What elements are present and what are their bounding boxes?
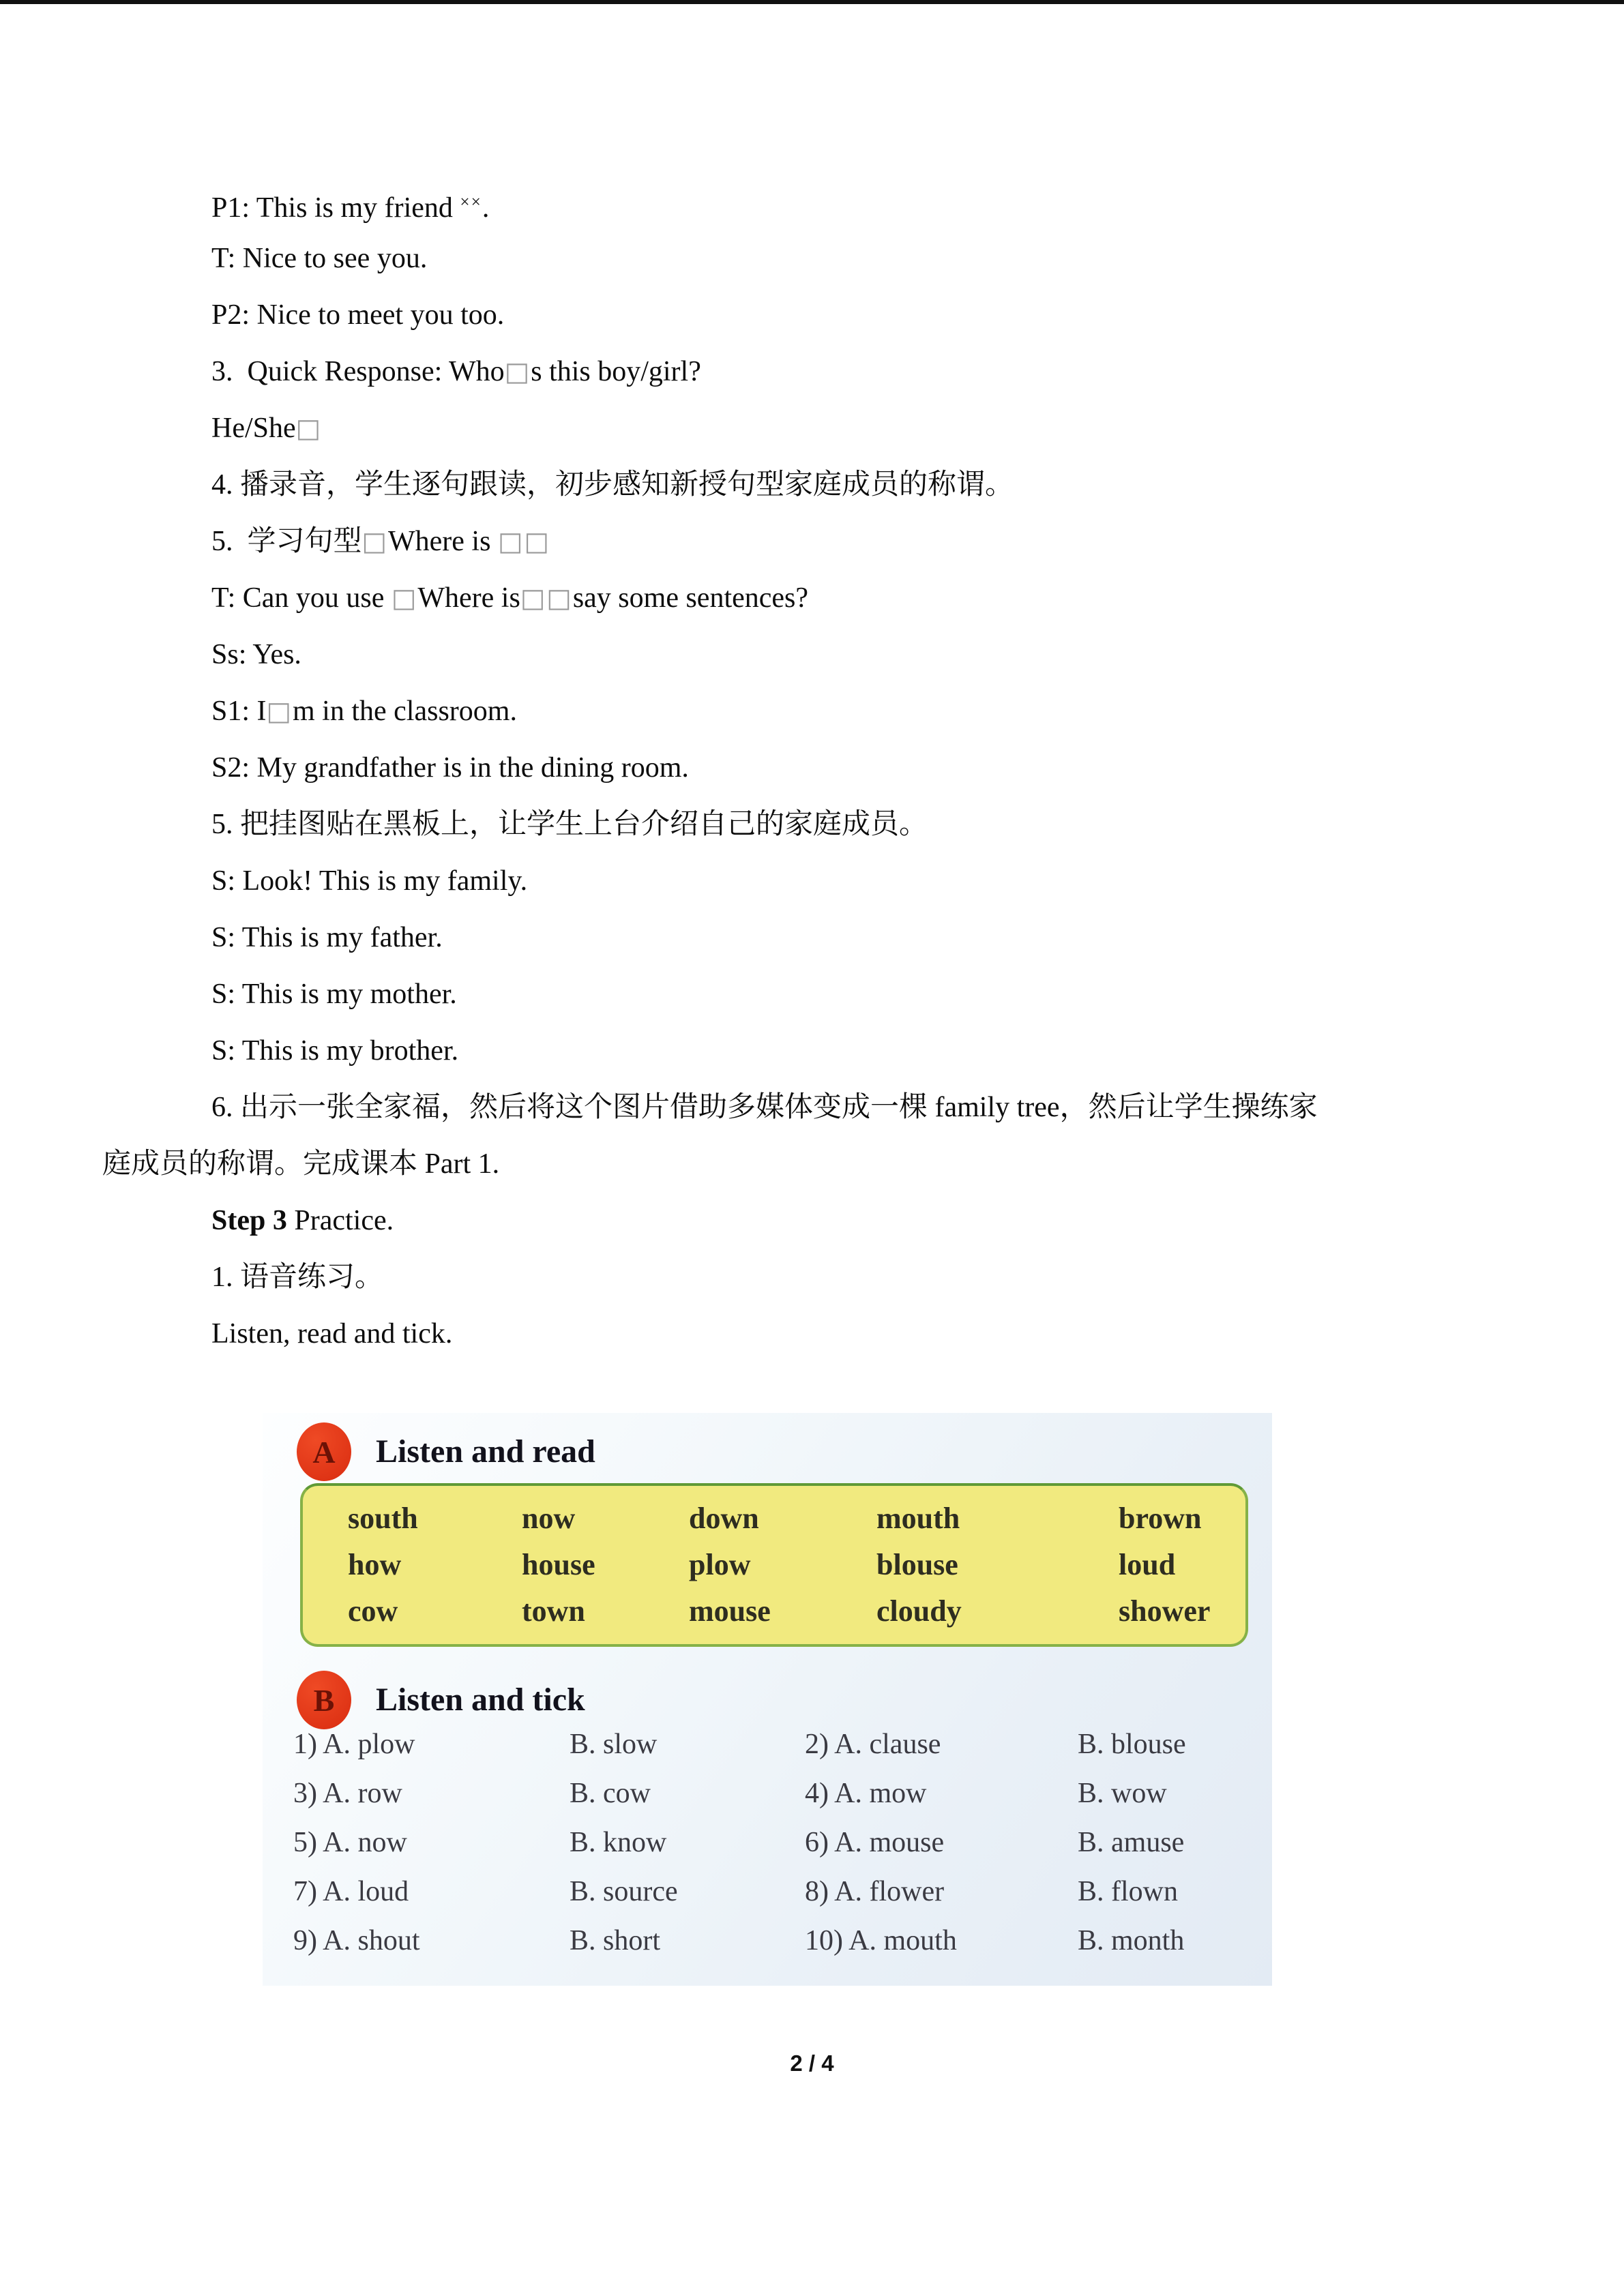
word-cell: cloudy: [876, 1594, 962, 1628]
paragraph-line: [102, 344, 1522, 400]
line-text: He/She: [211, 413, 296, 444]
word-cell: now: [522, 1502, 576, 1535]
line-text: T: Can you use: [211, 582, 392, 614]
word-cell: town: [522, 1594, 585, 1628]
word-cell: down: [689, 1502, 759, 1535]
paragraph-line: [102, 910, 1522, 966]
paragraph-line: [102, 740, 1522, 796]
line-text: Where is: [417, 582, 520, 614]
missing-glyph-box: □: [391, 583, 418, 614]
option-cell: 9) A. shout: [293, 1925, 420, 1956]
line-text: 5. 把挂图贴在黑板上，让学生上台介绍自己的家庭成员。: [211, 809, 928, 840]
option-cell: B. month: [1078, 1925, 1185, 1956]
line-text: S1: I: [211, 696, 267, 727]
line-text: S: This is my father.: [211, 922, 443, 953]
line-text: s this boy/girl?: [531, 356, 701, 387]
option-cell: B. blouse: [1078, 1729, 1186, 1760]
line-text: 5. 学习句型: [211, 526, 362, 557]
line-text: Listen, read and tick.: [211, 1318, 453, 1350]
document-content: [102, 174, 1522, 2076]
section-a-header: [297, 1422, 595, 1481]
line-text: Practice.: [286, 1205, 394, 1236]
option-cell: 2) A. clause: [805, 1729, 941, 1760]
option-cell: 1) A. plow: [293, 1729, 415, 1760]
option-cell: B. flown: [1078, 1876, 1178, 1907]
option-cell: B. know: [570, 1827, 667, 1858]
word-cell: plow: [689, 1548, 751, 1581]
option-row: [293, 1867, 1248, 1916]
line-text: Where is: [388, 526, 498, 557]
paragraph-line: [102, 174, 1522, 230]
paragraph-line: [102, 796, 1522, 853]
line-text: 3. Quick Response: Who: [211, 356, 505, 387]
textbook-scan-image: [263, 1413, 1272, 1986]
line-text: P1: This is my friend: [211, 192, 460, 224]
option-cell: B. source: [570, 1876, 678, 1907]
line-text: 1. 语音练习。: [211, 1262, 384, 1293]
paragraph-line: [102, 513, 1522, 570]
word-cell: brown: [1119, 1502, 1202, 1535]
option-cell: 5) A. now: [293, 1827, 407, 1858]
paragraph-line: [102, 287, 1522, 344]
paragraph-line: [102, 1306, 1522, 1362]
line-text: S: This is my brother.: [211, 1035, 459, 1067]
word-cell: mouth: [876, 1502, 960, 1535]
option-cell: 8) A. flower: [805, 1876, 945, 1907]
options-grid: [293, 1720, 1248, 1965]
word-row: [348, 1495, 1245, 1542]
line-text: .: [482, 192, 490, 224]
line-text: say some sentences?: [572, 582, 809, 614]
paragraph-line: [102, 627, 1522, 683]
word-cell: loud: [1119, 1548, 1176, 1581]
option-cell: 10) A. mouth: [805, 1925, 957, 1956]
option-cell: B. slow: [570, 1729, 658, 1760]
missing-glyph-box: □: [504, 357, 531, 387]
word-row: [348, 1542, 1245, 1588]
line-text: 4. 播录音，学生逐句跟读，初步感知新授句型家庭成员的称谓。: [211, 469, 1014, 501]
step-heading: Step 3: [211, 1205, 287, 1236]
option-cell: 4) A. mow: [805, 1778, 927, 1809]
option-row: [293, 1769, 1248, 1818]
word-cell: south: [348, 1502, 418, 1535]
option-cell: B. wow: [1078, 1778, 1167, 1809]
line-text: P2: Nice to meet you too.: [211, 299, 505, 331]
missing-glyph-box: □: [295, 413, 323, 444]
missing-glyph-box: □□: [497, 526, 550, 557]
word-cell: cow: [348, 1594, 398, 1628]
paragraph-line: [102, 230, 1522, 287]
paragraph-line: [102, 966, 1522, 1023]
option-cell: 7) A. loud: [293, 1876, 409, 1907]
paragraph-line: [102, 570, 1522, 627]
line-text: S2: My grandfather is in the dining room.: [211, 752, 689, 784]
option-row: [293, 1916, 1248, 1965]
option-cell: B. short: [570, 1925, 661, 1956]
badge-letter: B: [313, 1682, 335, 1718]
page-number: 2 / 4: [790, 2051, 834, 2076]
word-row: [348, 1588, 1245, 1635]
option-row: [293, 1818, 1248, 1867]
paragraph-line: [102, 1079, 1522, 1136]
superscript-xx: ××: [460, 193, 482, 211]
paragraph-line: [102, 683, 1522, 740]
line-text: m in the classroom.: [293, 696, 517, 727]
missing-glyph-box: □: [266, 696, 293, 727]
line-text: S: Look! This is my family.: [211, 865, 528, 897]
window-top-edge: [0, 0, 1624, 4]
badge-letter: A: [312, 1434, 336, 1470]
option-cell: 3) A. row: [293, 1778, 402, 1809]
paragraph-line: [102, 457, 1522, 513]
line-text: S: This is my mother.: [211, 979, 457, 1010]
section-a-badge-icon: [297, 1422, 351, 1481]
line-text: T: Nice to see you.: [211, 243, 428, 274]
option-cell: B. amuse: [1078, 1827, 1185, 1858]
option-cell: B. cow: [570, 1778, 651, 1809]
word-cell: mouse: [689, 1594, 771, 1628]
paragraph-line: [102, 1136, 1522, 1193]
line-text: 庭成员的称谓。完成课本 Part 1.: [102, 1148, 500, 1180]
option-row: [293, 1720, 1248, 1769]
missing-glyph-box: □□: [520, 583, 573, 614]
word-cell: blouse: [876, 1548, 958, 1581]
missing-glyph-box: □: [361, 526, 389, 557]
line-text: 6. 出示一张全家福，然后将这个图片借助多媒体变成一棵 family tree，然后让学生操练家: [211, 1092, 1318, 1123]
paragraph-line: [102, 1023, 1522, 1079]
section-b-title: Listen and tick: [376, 1682, 585, 1718]
paragraph-line: [102, 1193, 1522, 1249]
section-a-title: Listen and read: [376, 1433, 595, 1470]
word-cell: how: [348, 1548, 402, 1581]
word-cell: house: [522, 1548, 595, 1581]
option-cell: 6) A. mouse: [805, 1827, 945, 1858]
word-box: [300, 1483, 1248, 1647]
paragraph-line: [102, 400, 1522, 457]
paragraph-line: [102, 1249, 1522, 1306]
line-text: Ss: Yes.: [211, 639, 301, 670]
word-cell: shower: [1119, 1594, 1211, 1628]
paragraph-line: [102, 853, 1522, 910]
